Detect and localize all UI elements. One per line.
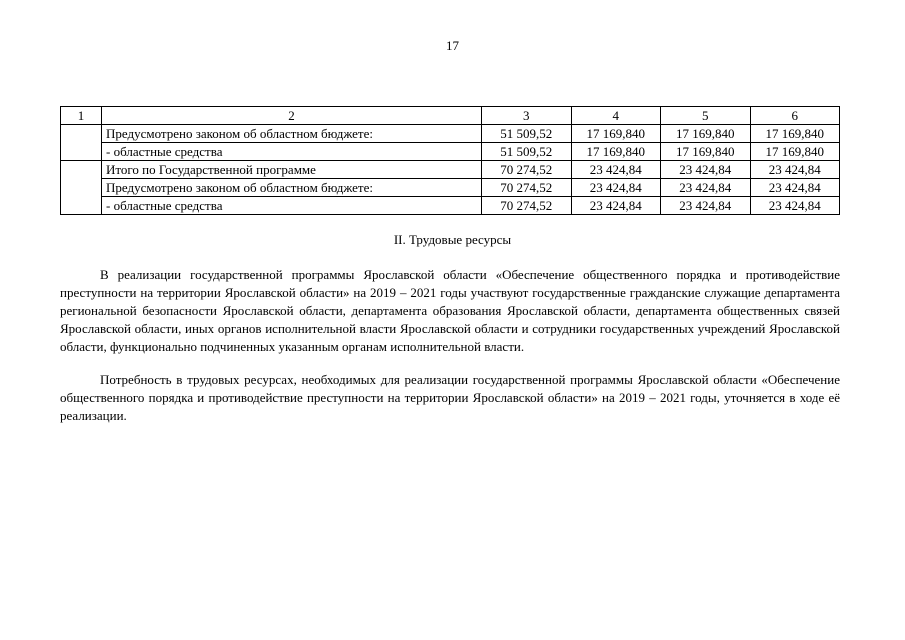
row-label: Предусмотрено законом об областном бюджете: xyxy=(102,179,482,197)
section-title: II. Трудовые ресурсы xyxy=(393,232,512,247)
table-row xyxy=(61,161,840,179)
page-number: 17 xyxy=(446,38,459,53)
row-value: 23 424,84 xyxy=(750,179,840,197)
row-value: 23 424,84 xyxy=(571,161,661,179)
row-value: 17 169,840 xyxy=(661,143,751,161)
row-value: 70 274,52 xyxy=(482,197,572,215)
row-value: 17 169,840 xyxy=(571,143,661,161)
row-value: 23 424,84 xyxy=(661,179,751,197)
table-row xyxy=(61,125,840,143)
row-value: 17 169,840 xyxy=(750,125,840,143)
row-value: 17 169,840 xyxy=(661,125,751,143)
header-cell: 3 xyxy=(482,107,572,125)
merged-number-cell xyxy=(61,125,102,161)
merged-number-cell xyxy=(61,161,102,215)
row-value: 17 169,840 xyxy=(750,143,840,161)
row-value: 23 424,84 xyxy=(571,197,661,215)
row-label: Предусмотрено законом об областном бюджете: xyxy=(102,125,482,143)
header-cell: 2 xyxy=(102,107,482,125)
table-row xyxy=(61,179,840,197)
table-header-row xyxy=(61,107,840,125)
row-value: 70 274,52 xyxy=(482,161,572,179)
row-value: 23 424,84 xyxy=(661,197,751,215)
row-value: 23 424,84 xyxy=(571,179,661,197)
budget-table xyxy=(60,106,840,215)
row-value: 51 509,52 xyxy=(482,143,572,161)
header-cell: 1 xyxy=(61,107,102,125)
paragraph-labor-needs: Потребность в трудовых ресурсах, необходимых для реализации государственной программы Ярославской области «Обеспечение общественного порядка и противодействие преступности на территории Ярославской области» на 2019 – 2021 годы, уточняется в ходе её реализации. xyxy=(60,372,840,423)
header-cell: 5 xyxy=(661,107,751,125)
header-cell: 4 xyxy=(571,107,661,125)
row-value: 17 169,840 xyxy=(571,125,661,143)
paragraph-labor-participants: В реализации государственной программы Ярославской области «Обеспечение общественного порядка и противодействие преступности на территории Ярославской области» на 2019 – 2021 годы участвуют государственные гражданские служащие департамента региональной безопасности Ярославской области, департамента образования Ярославской области, департамента общественных связей Ярославской области, иных органов исполнительной власти Ярославской области и сотрудники государственных учреждений Ярославской области, функционально подчиненных указанным органам исполнительной власти. xyxy=(60,267,840,354)
row-label: Итого по Государственной программе xyxy=(102,161,482,179)
row-value: 23 424,84 xyxy=(661,161,751,179)
table-row xyxy=(61,197,840,215)
table-row xyxy=(61,143,840,161)
row-value: 70 274,52 xyxy=(482,179,572,197)
row-label: - областные средства xyxy=(102,143,482,161)
row-label: - областные средства xyxy=(102,197,482,215)
row-value: 23 424,84 xyxy=(750,161,840,179)
row-value: 23 424,84 xyxy=(750,197,840,215)
header-cell: 6 xyxy=(750,107,840,125)
row-value: 51 509,52 xyxy=(482,125,572,143)
